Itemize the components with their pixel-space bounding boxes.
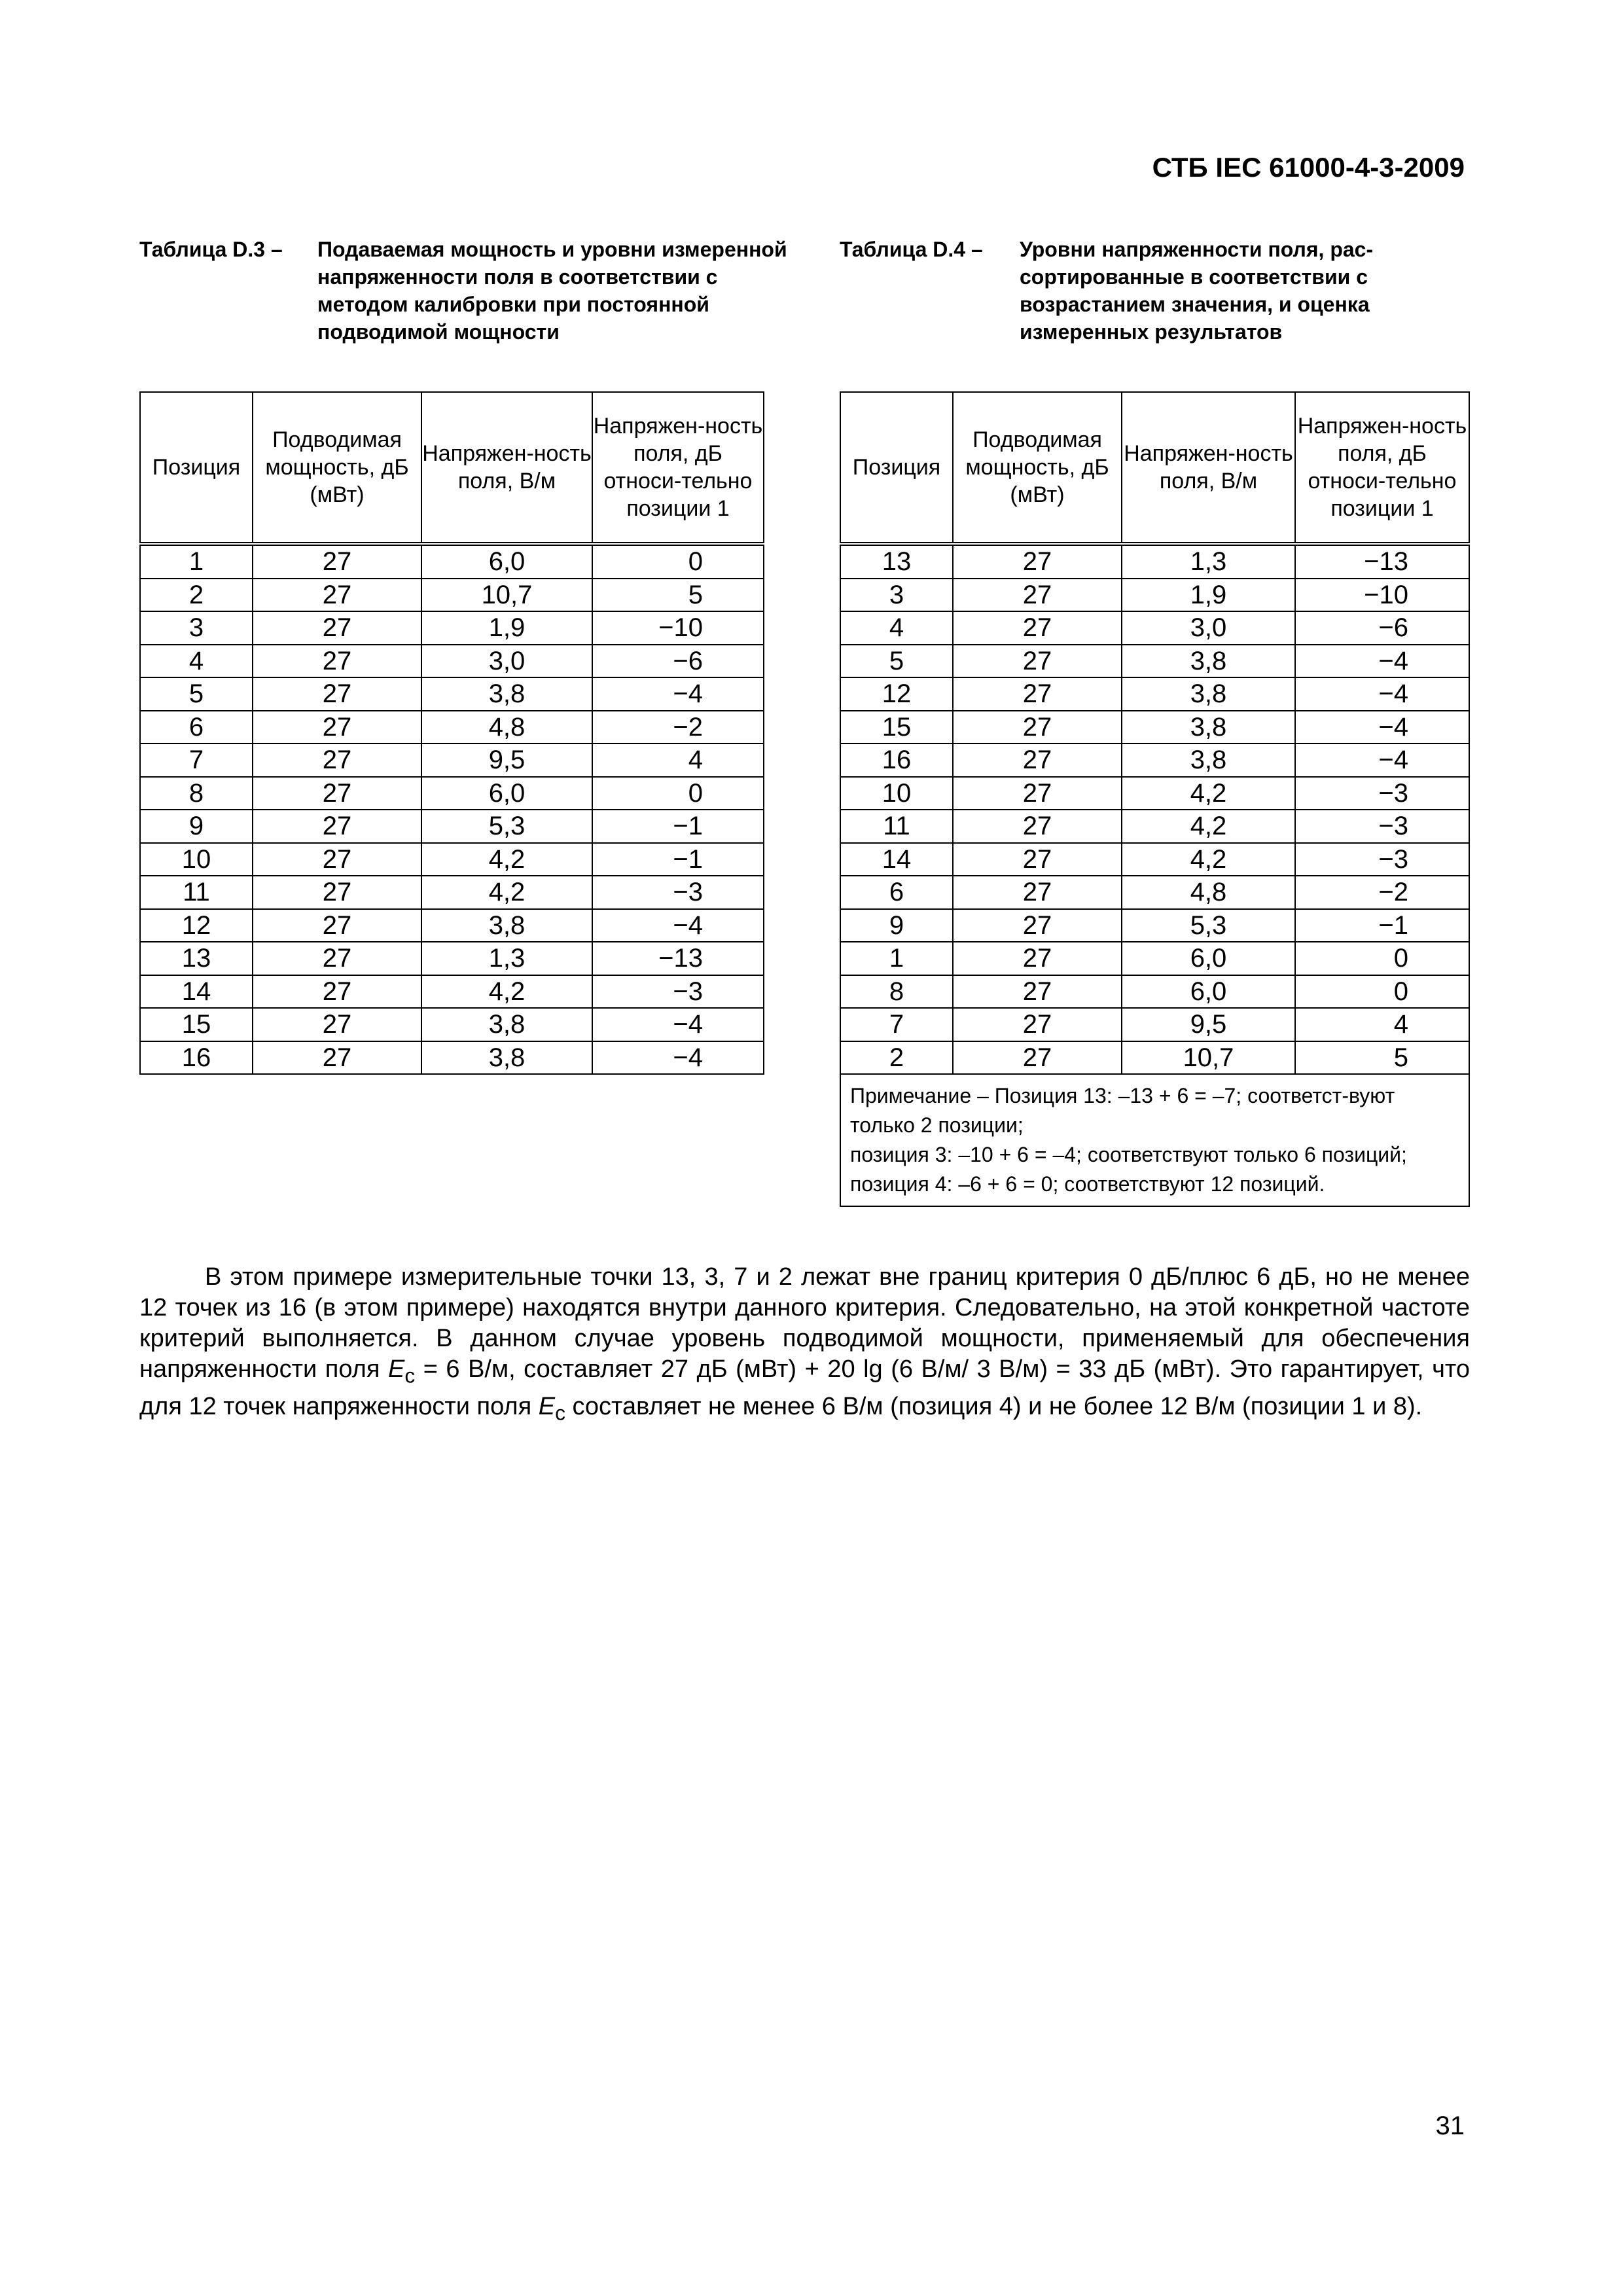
cell-power: 27 xyxy=(953,810,1122,843)
cell-field-db: −4 xyxy=(1295,711,1469,744)
cell-field-vm: 3,8 xyxy=(421,1041,592,1075)
cell-position: 13 xyxy=(840,544,953,579)
cell-field-db: −1 xyxy=(592,810,764,843)
col-header-power: Подводимая мощность, дБ (мВт) xyxy=(953,392,1122,544)
cell-position: 10 xyxy=(140,843,253,876)
cell-field-vm: 4,2 xyxy=(1122,810,1295,843)
cell-field-vm: 6,0 xyxy=(1122,942,1295,975)
cell-field-db: −6 xyxy=(1295,611,1469,645)
cell-field-vm: 1,3 xyxy=(1122,544,1295,579)
cell-position: 15 xyxy=(140,1008,253,1041)
cell-position: 15 xyxy=(840,711,953,744)
cell-field-db: 0 xyxy=(1295,975,1469,1009)
table-row xyxy=(140,975,764,1009)
cell-field-db: −2 xyxy=(592,711,764,744)
cell-power: 27 xyxy=(253,1041,421,1075)
table-row xyxy=(840,744,1469,777)
cell-position: 1 xyxy=(140,544,253,579)
table-row xyxy=(140,544,764,579)
cell-field-db: −4 xyxy=(592,1008,764,1041)
cell-field-vm: 3,8 xyxy=(421,909,592,942)
table-d4-caption-label: Таблица D.4 – xyxy=(840,238,983,261)
cell-power: 27 xyxy=(953,611,1122,645)
cell-power: 27 xyxy=(953,1008,1122,1041)
cell-power: 27 xyxy=(953,677,1122,711)
cell-position: 6 xyxy=(840,876,953,909)
table-row xyxy=(140,876,764,909)
table-row xyxy=(840,645,1469,678)
cell-field-vm: 4,2 xyxy=(421,876,592,909)
cell-field-db: −4 xyxy=(592,677,764,711)
cell-position: 8 xyxy=(140,777,253,810)
cell-field-vm: 1,3 xyxy=(421,942,592,975)
cell-power: 27 xyxy=(253,611,421,645)
ec-symbol: E xyxy=(538,1392,556,1420)
cell-position: 10 xyxy=(840,777,953,810)
body-text-part-1: В этом примере измерительные точки 13, 3, 7 и 2 лежат вне границ критерия 0 дБ/плюс 6 дБ, но не менее 12 точек из 16 (в этом примере) находятся внутри данного критерия. Следовательно, на этой конкретной частоте критерий выполняется. В данном случае уровень подводимой мощности, применяемый для обеспечения напряженности поля xyxy=(139,1263,1470,1383)
cell-position: 1 xyxy=(840,942,953,975)
table-d3 xyxy=(139,391,764,1075)
table-d4-header-row xyxy=(840,392,1469,544)
cell-field-vm: 3,8 xyxy=(1122,677,1295,711)
table-d4 xyxy=(840,391,1470,1207)
table-d3-caption-label: Таблица D.3 – xyxy=(139,238,283,261)
cell-field-db: −3 xyxy=(1295,843,1469,876)
cell-power: 27 xyxy=(253,1008,421,1041)
cell-position: 4 xyxy=(140,645,253,678)
cell-field-vm: 10,7 xyxy=(421,579,592,612)
body-text-part-3: составляет не менее 6 В/м (позиция 4) и не более 12 В/м (позиции 1 и 8). xyxy=(572,1392,1423,1420)
table-row xyxy=(140,810,764,843)
cell-power: 27 xyxy=(953,876,1122,909)
cell-field-vm: 3,0 xyxy=(1122,611,1295,645)
cell-field-vm: 6,0 xyxy=(421,777,592,810)
cell-position: 16 xyxy=(140,1041,253,1075)
cell-power: 27 xyxy=(953,544,1122,579)
cell-field-vm: 4,2 xyxy=(421,843,592,876)
table-row xyxy=(840,876,1469,909)
col-header-power: Подводимая мощность, дБ (мВт) xyxy=(253,392,421,544)
cell-power: 27 xyxy=(953,909,1122,942)
page-number: 31 xyxy=(1435,2111,1465,2140)
ec-subscript: c xyxy=(555,1401,565,1425)
cell-field-db: −2 xyxy=(1295,876,1469,909)
table-row xyxy=(140,777,764,810)
table-d3-header-row xyxy=(140,392,764,544)
table-row xyxy=(140,909,764,942)
cell-field-db: −4 xyxy=(592,909,764,942)
col-header-field-vm: Напряжен-ность поля, В/м xyxy=(1122,392,1295,544)
table-row xyxy=(140,711,764,744)
cell-field-db: −3 xyxy=(592,975,764,1009)
cell-field-db: 0 xyxy=(592,777,764,810)
cell-position: 7 xyxy=(840,1008,953,1041)
cell-field-db: −1 xyxy=(1295,909,1469,942)
cell-power: 27 xyxy=(953,777,1122,810)
cell-position: 13 xyxy=(140,942,253,975)
cell-position: 11 xyxy=(840,810,953,843)
cell-field-vm: 4,2 xyxy=(1122,843,1295,876)
table-row xyxy=(840,777,1469,810)
body-paragraph-container xyxy=(139,1262,1470,1428)
body-paragraph xyxy=(139,1262,1470,1428)
table-row xyxy=(140,843,764,876)
cell-field-vm: 1,9 xyxy=(421,611,592,645)
cell-field-db: 4 xyxy=(1295,1008,1469,1041)
cell-field-db: −3 xyxy=(1295,777,1469,810)
cell-power: 27 xyxy=(253,810,421,843)
cell-position: 2 xyxy=(140,579,253,612)
cell-position: 3 xyxy=(840,579,953,612)
cell-power: 27 xyxy=(953,843,1122,876)
cell-power: 27 xyxy=(953,1041,1122,1075)
cell-field-vm: 4,8 xyxy=(1122,876,1295,909)
cell-position: 8 xyxy=(840,975,953,1009)
table-row xyxy=(840,909,1469,942)
cell-field-db: −1 xyxy=(592,843,764,876)
table-row xyxy=(840,942,1469,975)
cell-field-vm: 4,8 xyxy=(421,711,592,744)
cell-field-db: 5 xyxy=(592,579,764,612)
cell-field-db: −3 xyxy=(592,876,764,909)
cell-field-db: −13 xyxy=(1295,544,1469,579)
cell-power: 27 xyxy=(253,579,421,612)
table-row xyxy=(840,1008,1469,1041)
table-row xyxy=(840,1041,1469,1075)
col-header-field-db: Напряжен-ность поля, дБ относи-тельно позиции 1 xyxy=(1295,392,1469,544)
body-text-part-2: = 6 В/м, составляет 27 дБ (мВт) + 20 lg (6 В/м/ 3 В/м) = 33 дБ (мВт). Это гарантирует, что для 12 точек напряженности поля xyxy=(139,1355,1471,1420)
table-row xyxy=(840,611,1469,645)
cell-field-vm: 9,5 xyxy=(1122,1008,1295,1041)
cell-field-vm: 10,7 xyxy=(1122,1041,1295,1075)
cell-field-vm: 3,0 xyxy=(421,645,592,678)
cell-position: 2 xyxy=(840,1041,953,1075)
note-line: Примечание – Позиция 13: –13 + 6 = –7; соответст-вуют только 2 позиции; xyxy=(850,1084,1395,1137)
cell-position: 16 xyxy=(840,744,953,777)
cell-power: 27 xyxy=(953,645,1122,678)
table-d4-note-row xyxy=(840,1074,1469,1206)
cell-position: 9 xyxy=(840,909,953,942)
cell-position: 12 xyxy=(140,909,253,942)
table-row xyxy=(840,544,1469,579)
cell-position: 5 xyxy=(140,677,253,711)
cell-position: 11 xyxy=(140,876,253,909)
cell-field-db: −10 xyxy=(1295,579,1469,612)
table-row xyxy=(840,810,1469,843)
cell-power: 27 xyxy=(253,744,421,777)
table-row xyxy=(840,843,1469,876)
document-id: СТБ IEC 61000-4-3-2009 xyxy=(1152,152,1465,183)
cell-field-vm: 5,3 xyxy=(1122,909,1295,942)
cell-power: 27 xyxy=(253,544,421,579)
cell-power: 27 xyxy=(953,942,1122,975)
cell-field-db: −6 xyxy=(592,645,764,678)
cell-field-db: −4 xyxy=(592,1041,764,1075)
cell-power: 27 xyxy=(253,876,421,909)
table-d3-caption-text: Подаваемая мощность и уровни измеренной напряженности поля в соответствии с методом калибровки при постоянной подводимой мощности xyxy=(317,238,787,344)
cell-field-vm: 6,0 xyxy=(421,544,592,579)
table-row xyxy=(140,645,764,678)
col-header-position: Позиция xyxy=(140,392,253,544)
cell-field-db: −4 xyxy=(1295,677,1469,711)
cell-field-vm: 3,8 xyxy=(1122,711,1295,744)
cell-power: 27 xyxy=(253,942,421,975)
table-row xyxy=(140,1008,764,1041)
cell-power: 27 xyxy=(953,711,1122,744)
cell-field-vm: 3,8 xyxy=(421,1008,592,1041)
cell-field-db: 0 xyxy=(592,544,764,579)
cell-field-db: −13 xyxy=(592,942,764,975)
cell-field-vm: 3,8 xyxy=(1122,645,1295,678)
cell-field-vm: 9,5 xyxy=(421,744,592,777)
cell-field-vm: 6,0 xyxy=(1122,975,1295,1009)
cell-power: 27 xyxy=(253,677,421,711)
cell-position: 6 xyxy=(140,711,253,744)
cell-field-vm: 1,9 xyxy=(1122,579,1295,612)
cell-position: 9 xyxy=(140,810,253,843)
note-line: позиция 4: –6 + 6 = 0; соответствуют 12 позиций. xyxy=(850,1172,1325,1196)
cell-position: 14 xyxy=(140,975,253,1009)
cell-power: 27 xyxy=(253,909,421,942)
cell-power: 27 xyxy=(253,711,421,744)
cell-power: 27 xyxy=(253,975,421,1009)
table-row xyxy=(840,711,1469,744)
cell-position: 7 xyxy=(140,744,253,777)
cell-field-db: 4 xyxy=(592,744,764,777)
cell-power: 27 xyxy=(253,777,421,810)
table-row xyxy=(140,942,764,975)
table-d4-caption-text: Уровни напряженности поля, рас-сортированные в соответствии с возрастанием значения, и оценка измеренных результатов xyxy=(1020,238,1374,344)
cell-position: 3 xyxy=(140,611,253,645)
ec-symbol: E xyxy=(387,1355,405,1383)
cell-field-db: 0 xyxy=(1295,942,1469,975)
cell-power: 27 xyxy=(953,975,1122,1009)
cell-power: 27 xyxy=(953,579,1122,612)
cell-power: 27 xyxy=(953,744,1122,777)
table-row xyxy=(140,1041,764,1075)
ec-subscript: c xyxy=(404,1363,416,1388)
cell-position: 5 xyxy=(840,645,953,678)
cell-field-db: −4 xyxy=(1295,744,1469,777)
cell-field-vm: 5,3 xyxy=(421,810,592,843)
table-row xyxy=(140,677,764,711)
cell-field-vm: 4,2 xyxy=(1122,777,1295,810)
table-row xyxy=(140,744,764,777)
col-header-position: Позиция xyxy=(840,392,953,544)
cell-field-vm: 3,8 xyxy=(1122,744,1295,777)
note-line: позиция 3: –10 + 6 = –4; соответствуют только 6 позиций; xyxy=(850,1143,1407,1166)
cell-field-vm: 4,2 xyxy=(421,975,592,1009)
table-d4-note xyxy=(840,1074,1469,1206)
table-row xyxy=(840,975,1469,1009)
cell-field-db: −10 xyxy=(592,611,764,645)
col-header-field-vm: Напряжен-ность поля, В/м xyxy=(421,392,592,544)
table-row xyxy=(840,677,1469,711)
cell-position: 4 xyxy=(840,611,953,645)
cell-power: 27 xyxy=(253,843,421,876)
cell-field-db: −3 xyxy=(1295,810,1469,843)
col-header-field-db: Напряжен-ность поля, дБ относи-тельно позиции 1 xyxy=(592,392,764,544)
table-row xyxy=(140,611,764,645)
cell-position: 12 xyxy=(840,677,953,711)
cell-position: 14 xyxy=(840,843,953,876)
cell-power: 27 xyxy=(253,645,421,678)
cell-field-db: 5 xyxy=(1295,1041,1469,1075)
table-row xyxy=(140,579,764,612)
cell-field-vm: 3,8 xyxy=(421,677,592,711)
table-row xyxy=(840,579,1469,612)
cell-field-db: −4 xyxy=(1295,645,1469,678)
